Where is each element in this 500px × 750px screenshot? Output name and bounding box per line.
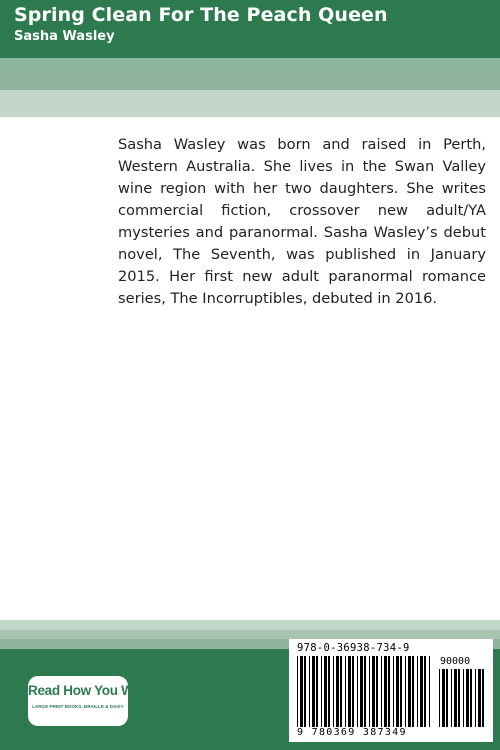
band-stripe [0,630,500,639]
logo-text: Read How You Want [28,683,153,698]
header-bar [0,0,500,58]
price-code: 90000 [440,656,471,667]
band-stripe [0,75,500,90]
book-title: Spring Clean For The Peach Queen [14,4,388,26]
barcode-digits: 9 780369 387349 [297,727,407,738]
band-stripe [0,58,500,75]
book-author: Sasha Wasley [14,29,115,44]
publisher-logo [28,676,153,726]
author-bio: Sasha Wasley was born and raised in Perth, Western Australia. She lives in the Swan Valley wine region with her two daughters. She writes commercial fiction, crossover new adult/YA mysteries and paranormal. Sasha Wasley’s debut novel, The Seventh, was published in January 2015. Her first new adult paranormal romance series, The Incorruptibles, debuted in 2016. [118,136,486,307]
band-stripe [0,90,500,117]
isbn-label: 978-0-36938-734-9 [297,642,410,654]
isbn-barcode [289,639,493,742]
logo-tagline: LARGE PRINT BOOKS, BRAILLE & DAISY [32,704,124,709]
content-area [0,117,500,620]
band-stripe [0,620,500,630]
